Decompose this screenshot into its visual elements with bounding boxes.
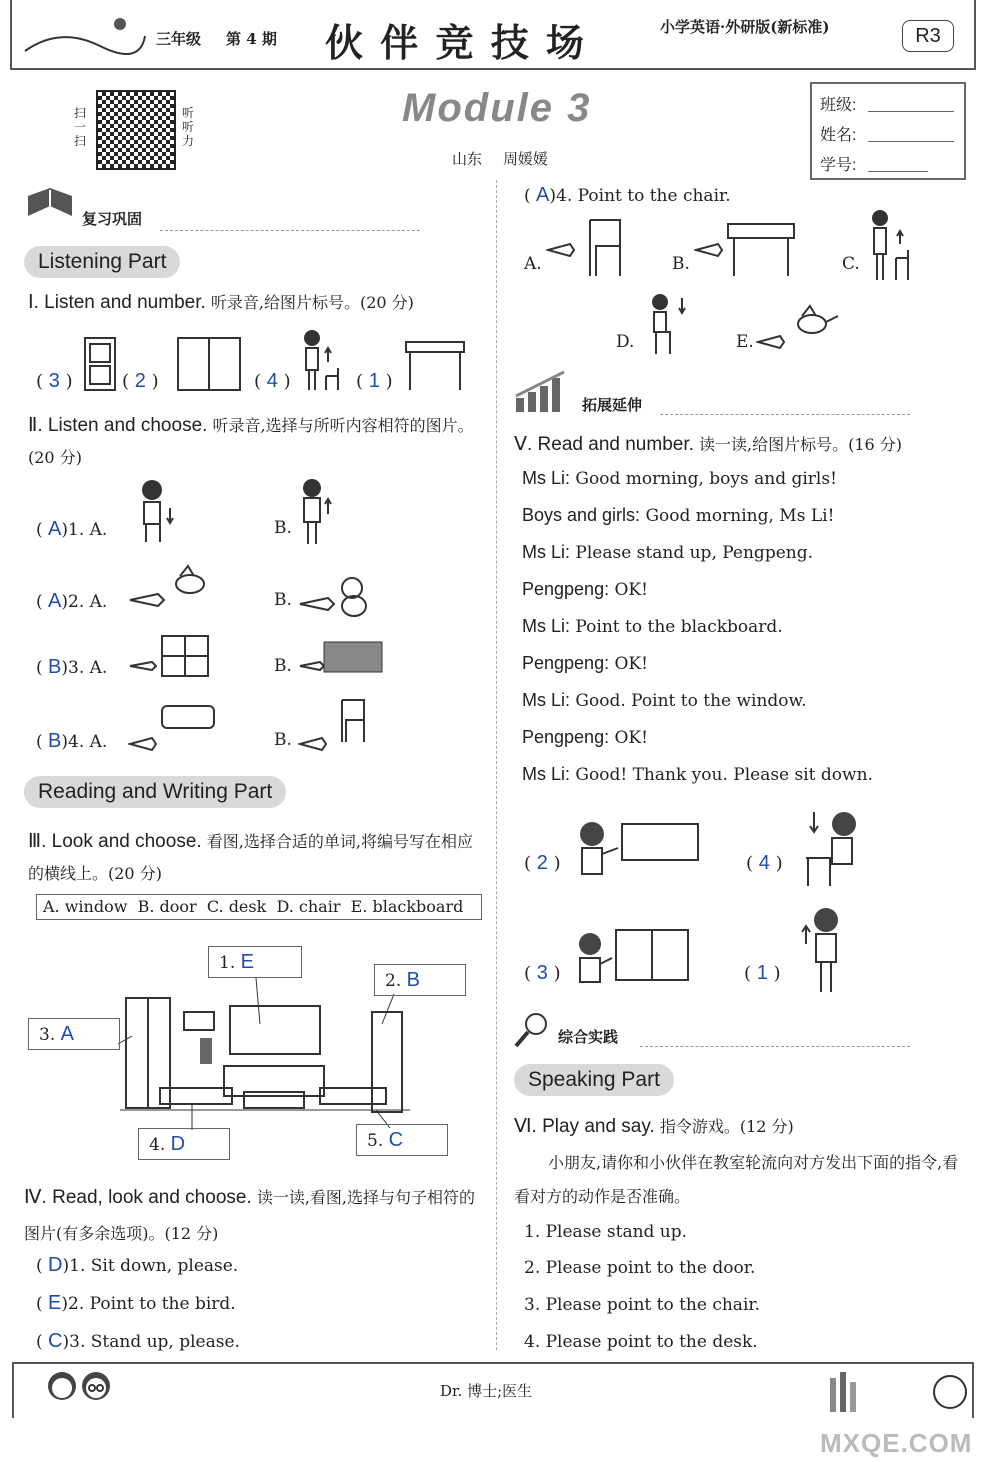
scene-label-3 — [28, 1018, 120, 1050]
q4-pic-b-label: B. — [672, 254, 690, 274]
q5-answer-1: 2 — [536, 852, 548, 874]
q1-bracket-2: ( 2 ) — [122, 370, 159, 392]
q4-item-1: ( D)1. Sit down, please. — [36, 1254, 239, 1276]
q4-answer-4: A — [536, 184, 550, 206]
point-bird-picture — [128, 564, 216, 614]
qr-caption-left: 扫一扫 — [74, 106, 87, 148]
point-blackboard-picture — [298, 640, 386, 680]
q4-pic-c-label: C. — [842, 254, 860, 274]
girl-standing-picture — [298, 328, 344, 394]
q2-item-1-b: B. — [274, 518, 292, 538]
q1-answer-2: 2 — [134, 370, 146, 392]
q2-item-num-2: )2. A. — [61, 592, 108, 612]
q4-pic-d-girl-sit — [644, 290, 692, 360]
q2-item-3: ( B)3. A. — [36, 656, 108, 678]
q2-item-3-b: B. — [274, 656, 292, 676]
column-divider — [496, 180, 497, 1350]
q4-pic-a-label: A. — [524, 254, 542, 274]
q4-item-4: ( A)4. Point to the chair. — [524, 184, 731, 206]
q2-answer-1: A — [48, 518, 62, 540]
issue-label: 第 4 期 — [226, 30, 277, 48]
q1-answer-3: 4 — [266, 370, 278, 392]
line-text: OK! — [614, 654, 648, 674]
scene-label-5-answer: C — [388, 1129, 404, 1151]
classroom-scene — [120, 976, 410, 1116]
speaker: Ms Li: — [522, 616, 571, 636]
scene-label-5-num: 5. — [367, 1131, 384, 1151]
q2-item-4-b: B. — [274, 730, 292, 750]
q6-intro: 小朋友,请你和小伙伴在教室轮流向对方发出下面的指令,看看对方的动作是否准确。 — [514, 1153, 959, 1206]
line-text: Please stand up, Pengpeng. — [575, 543, 813, 563]
q2-answer-3: B — [48, 656, 62, 678]
q4-title-en: Ⅳ. Read, look and choose. — [24, 1187, 252, 1208]
line-text: Good morning, Ms Li! — [645, 506, 835, 526]
boy-point-blackboard-picture — [572, 818, 702, 892]
speaker: Pengpeng: — [522, 727, 610, 747]
scene-label-5 — [356, 1124, 448, 1156]
q6-title-en: Ⅵ. Play and say. — [514, 1116, 655, 1137]
pencils-decoration — [820, 1366, 970, 1414]
boy-stand-up-picture — [798, 904, 846, 996]
q4-title-cn: 读一读,看图,选择与句子相符的图片(有多余选项)。(12 分) — [24, 1188, 476, 1243]
scene-label-2-num: 2. — [385, 971, 402, 991]
desk-picture — [404, 336, 466, 392]
q4-item-2: ( E)2. Point to the bird. — [36, 1292, 236, 1314]
scene-label-1 — [208, 946, 302, 978]
q6-title-cn: 指令游戏。(12 分) — [659, 1117, 794, 1136]
dialogue-line-9 — [522, 764, 873, 785]
dialogue-line-1 — [522, 468, 837, 489]
q6-item-4: 4. Please point to the desk. — [524, 1332, 758, 1352]
scene-label-3-num: 3. — [39, 1025, 56, 1045]
speaker: Ms Li: — [522, 468, 571, 488]
q1-title-cn: 听录音,给图片标号。(20 分) — [210, 293, 414, 312]
module-title: Module 3 — [402, 86, 592, 130]
dialogue-line-2 — [522, 505, 834, 526]
q5-answer-2: 4 — [758, 852, 770, 874]
listening-part-label: Listening Part — [24, 246, 180, 278]
grade-label: 三年级 — [156, 30, 202, 48]
q1-bracket-3: ( 4 ) — [254, 370, 291, 392]
page-code-badge: R3 — [902, 20, 954, 52]
q2-answer-2: A — [48, 590, 62, 612]
q2-item-num-3: )3. A. — [61, 658, 108, 678]
q4-pic-e-point-bird — [756, 302, 842, 356]
q6-item-1: 1. Please stand up. — [524, 1222, 688, 1242]
dialogue-line-4 — [522, 579, 648, 600]
speaker: Pengpeng: — [522, 653, 610, 673]
q4-title — [24, 1180, 488, 1252]
q5-answer-3: 3 — [536, 962, 548, 984]
line-text: Good! Thank you. Please sit down. — [575, 765, 873, 785]
speaker: Pengpeng: — [522, 579, 610, 599]
q2-title-en: Ⅱ. Listen and choose. — [28, 415, 208, 436]
scene-label-4 — [138, 1128, 230, 1160]
student-info-box — [810, 82, 966, 180]
q4-pic-c-girl-stand — [866, 208, 914, 284]
speaker: Ms Li: — [522, 764, 571, 784]
section-extend: 拓展延伸 — [582, 396, 643, 414]
name-label: 姓名: — [820, 127, 857, 144]
q4-item-text-4: )4. Point to the chair. — [549, 186, 731, 206]
boy-point-window-picture — [572, 926, 692, 994]
boy-stand-picture — [298, 478, 338, 548]
qr-code[interactable] — [96, 90, 176, 170]
q3-title-en: Ⅲ. Look and choose. — [28, 831, 202, 852]
footer-note: Dr. 博士;医生 — [440, 1382, 533, 1400]
q4-item-text-1: )1. Sit down, please. — [62, 1256, 239, 1276]
book-icon — [24, 186, 76, 224]
q4-item-3: ( C)3. Stand up, please. — [36, 1330, 240, 1352]
q1-bracket-1: ( 3 ) — [36, 370, 73, 392]
watermark-text: MXQE.COM — [820, 1428, 973, 1458]
dialogue-line-6 — [522, 653, 648, 674]
line-text: OK! — [614, 580, 648, 600]
q2-title-cn: 听录音,选择与所听内容相符的图片。(20 分) — [28, 416, 474, 467]
dialogue-line-7 — [522, 690, 806, 711]
q2-item-2: ( A)2. A. — [36, 590, 108, 612]
q5-bracket-4: ( 1 ) — [744, 962, 781, 984]
q5-title-cn: 读一读,给图片标号。(16 分) — [698, 435, 903, 454]
magnifier-icon — [512, 1010, 552, 1050]
q4-item-text-3: )3. Stand up, please. — [62, 1332, 240, 1352]
line-text: Good morning, boys and girls! — [575, 469, 837, 489]
scene-label-2-answer: B — [406, 969, 420, 991]
q2-answer-4: B — [48, 730, 62, 752]
point-window-picture — [128, 634, 212, 682]
q5-answer-4: 1 — [756, 962, 768, 984]
q2-item-1: ( A)1. A. — [36, 518, 108, 540]
scene-label-1-num: 1. — [219, 953, 236, 973]
reading-writing-part-label: Reading and Writing Part — [24, 776, 286, 808]
q1-bracket-4: ( 1 ) — [356, 370, 393, 392]
q1-title — [28, 290, 488, 314]
q4-pic-d-label: D. — [616, 332, 635, 352]
class-field[interactable] — [868, 111, 954, 112]
class-label: 班级: — [820, 97, 857, 114]
q5-bracket-2: ( 4 ) — [746, 852, 783, 874]
line-text: Point to the blackboard. — [575, 617, 783, 637]
q4-answer-3: C — [48, 1330, 63, 1352]
q1-answer-1: 3 — [48, 370, 60, 392]
q5-title — [514, 432, 974, 456]
author-region: 山东 — [452, 150, 483, 168]
section-practice: 综合实践 — [558, 1028, 619, 1046]
scene-label-2 — [374, 964, 466, 996]
qr-caption-right: 听听力 — [182, 106, 195, 148]
speaker: Ms Li: — [522, 690, 571, 710]
q5-bracket-3: ( 3 ) — [524, 962, 561, 984]
q4-item-text-2: )2. Point to the bird. — [61, 1294, 236, 1314]
dialogue-line-5 — [522, 616, 783, 637]
name-field[interactable] — [868, 141, 954, 142]
q3-title-cn: 看图,选择合适的单词,将编号写在相应的横线上。(20 分) — [28, 832, 473, 883]
id-label: 学号: — [820, 157, 857, 174]
scene-label-4-num: 4. — [149, 1135, 166, 1155]
point-chair-picture — [298, 696, 382, 756]
point-sofa-picture — [128, 700, 218, 756]
scene-label-1-answer: E — [240, 951, 254, 973]
q6-item-2: 2. Please point to the door. — [524, 1258, 756, 1278]
q4-pic-a-point-chair — [546, 216, 632, 280]
window-picture — [176, 336, 242, 392]
q5-title-en: Ⅴ. Read and number. — [514, 434, 694, 455]
header-decoration — [20, 6, 150, 62]
boy-sit-picture — [132, 478, 176, 548]
q2-item-num-4: )4. A. — [61, 732, 108, 752]
dialogue-line-8 — [522, 727, 648, 748]
section-divider — [660, 414, 910, 415]
page-title: 伙 伴 竞 技 场 — [325, 20, 586, 65]
q2-item-4: ( B)4. A. — [36, 730, 108, 752]
q1-answer-4: 1 — [368, 370, 380, 392]
q4-answer-1: D — [48, 1254, 63, 1276]
q4-pic-e-label: E. — [736, 332, 754, 352]
boy-sit-down-picture — [800, 806, 864, 892]
q2-title — [28, 410, 488, 474]
speaking-part-label: Speaking Part — [514, 1064, 674, 1096]
subject-label: 小学英语·外研版(新标准) — [660, 18, 830, 36]
q3-title — [28, 826, 488, 890]
door-picture — [82, 336, 118, 392]
section-divider — [160, 230, 420, 231]
scene-label-4-answer: D — [170, 1133, 186, 1155]
dialogue-line-3 — [522, 542, 813, 563]
speaker: Ms Li: — [522, 542, 571, 562]
kids-avatar — [40, 1366, 120, 1414]
scene-label-3-answer: A — [60, 1023, 74, 1045]
word-options-box: A. window B. door C. desk D. chair E. blackboard — [36, 894, 482, 920]
q6-item-3: 3. Please point to the chair. — [524, 1295, 761, 1315]
author-name: 周媛媛 — [503, 150, 549, 168]
point-cat-picture — [298, 568, 380, 618]
id-field[interactable] — [868, 171, 928, 172]
line-text: OK! — [614, 728, 648, 748]
q2-item-num-1: )1. A. — [61, 520, 108, 540]
q4-pic-b-point-desk — [694, 220, 798, 280]
section-review: 复习巩固 — [82, 210, 143, 228]
section-divider — [640, 1046, 910, 1047]
q4-answer-2: E — [48, 1292, 62, 1314]
q6-title — [514, 1114, 974, 1138]
bar-chart-icon — [512, 368, 576, 414]
speaker: Boys and girls: — [522, 505, 641, 525]
q2-item-2-b: B. — [274, 590, 292, 610]
line-text: Good. Point to the window. — [575, 691, 807, 711]
q5-bracket-1: ( 2 ) — [524, 852, 561, 874]
q1-title-en: Ⅰ. Listen and number. — [28, 292, 206, 313]
